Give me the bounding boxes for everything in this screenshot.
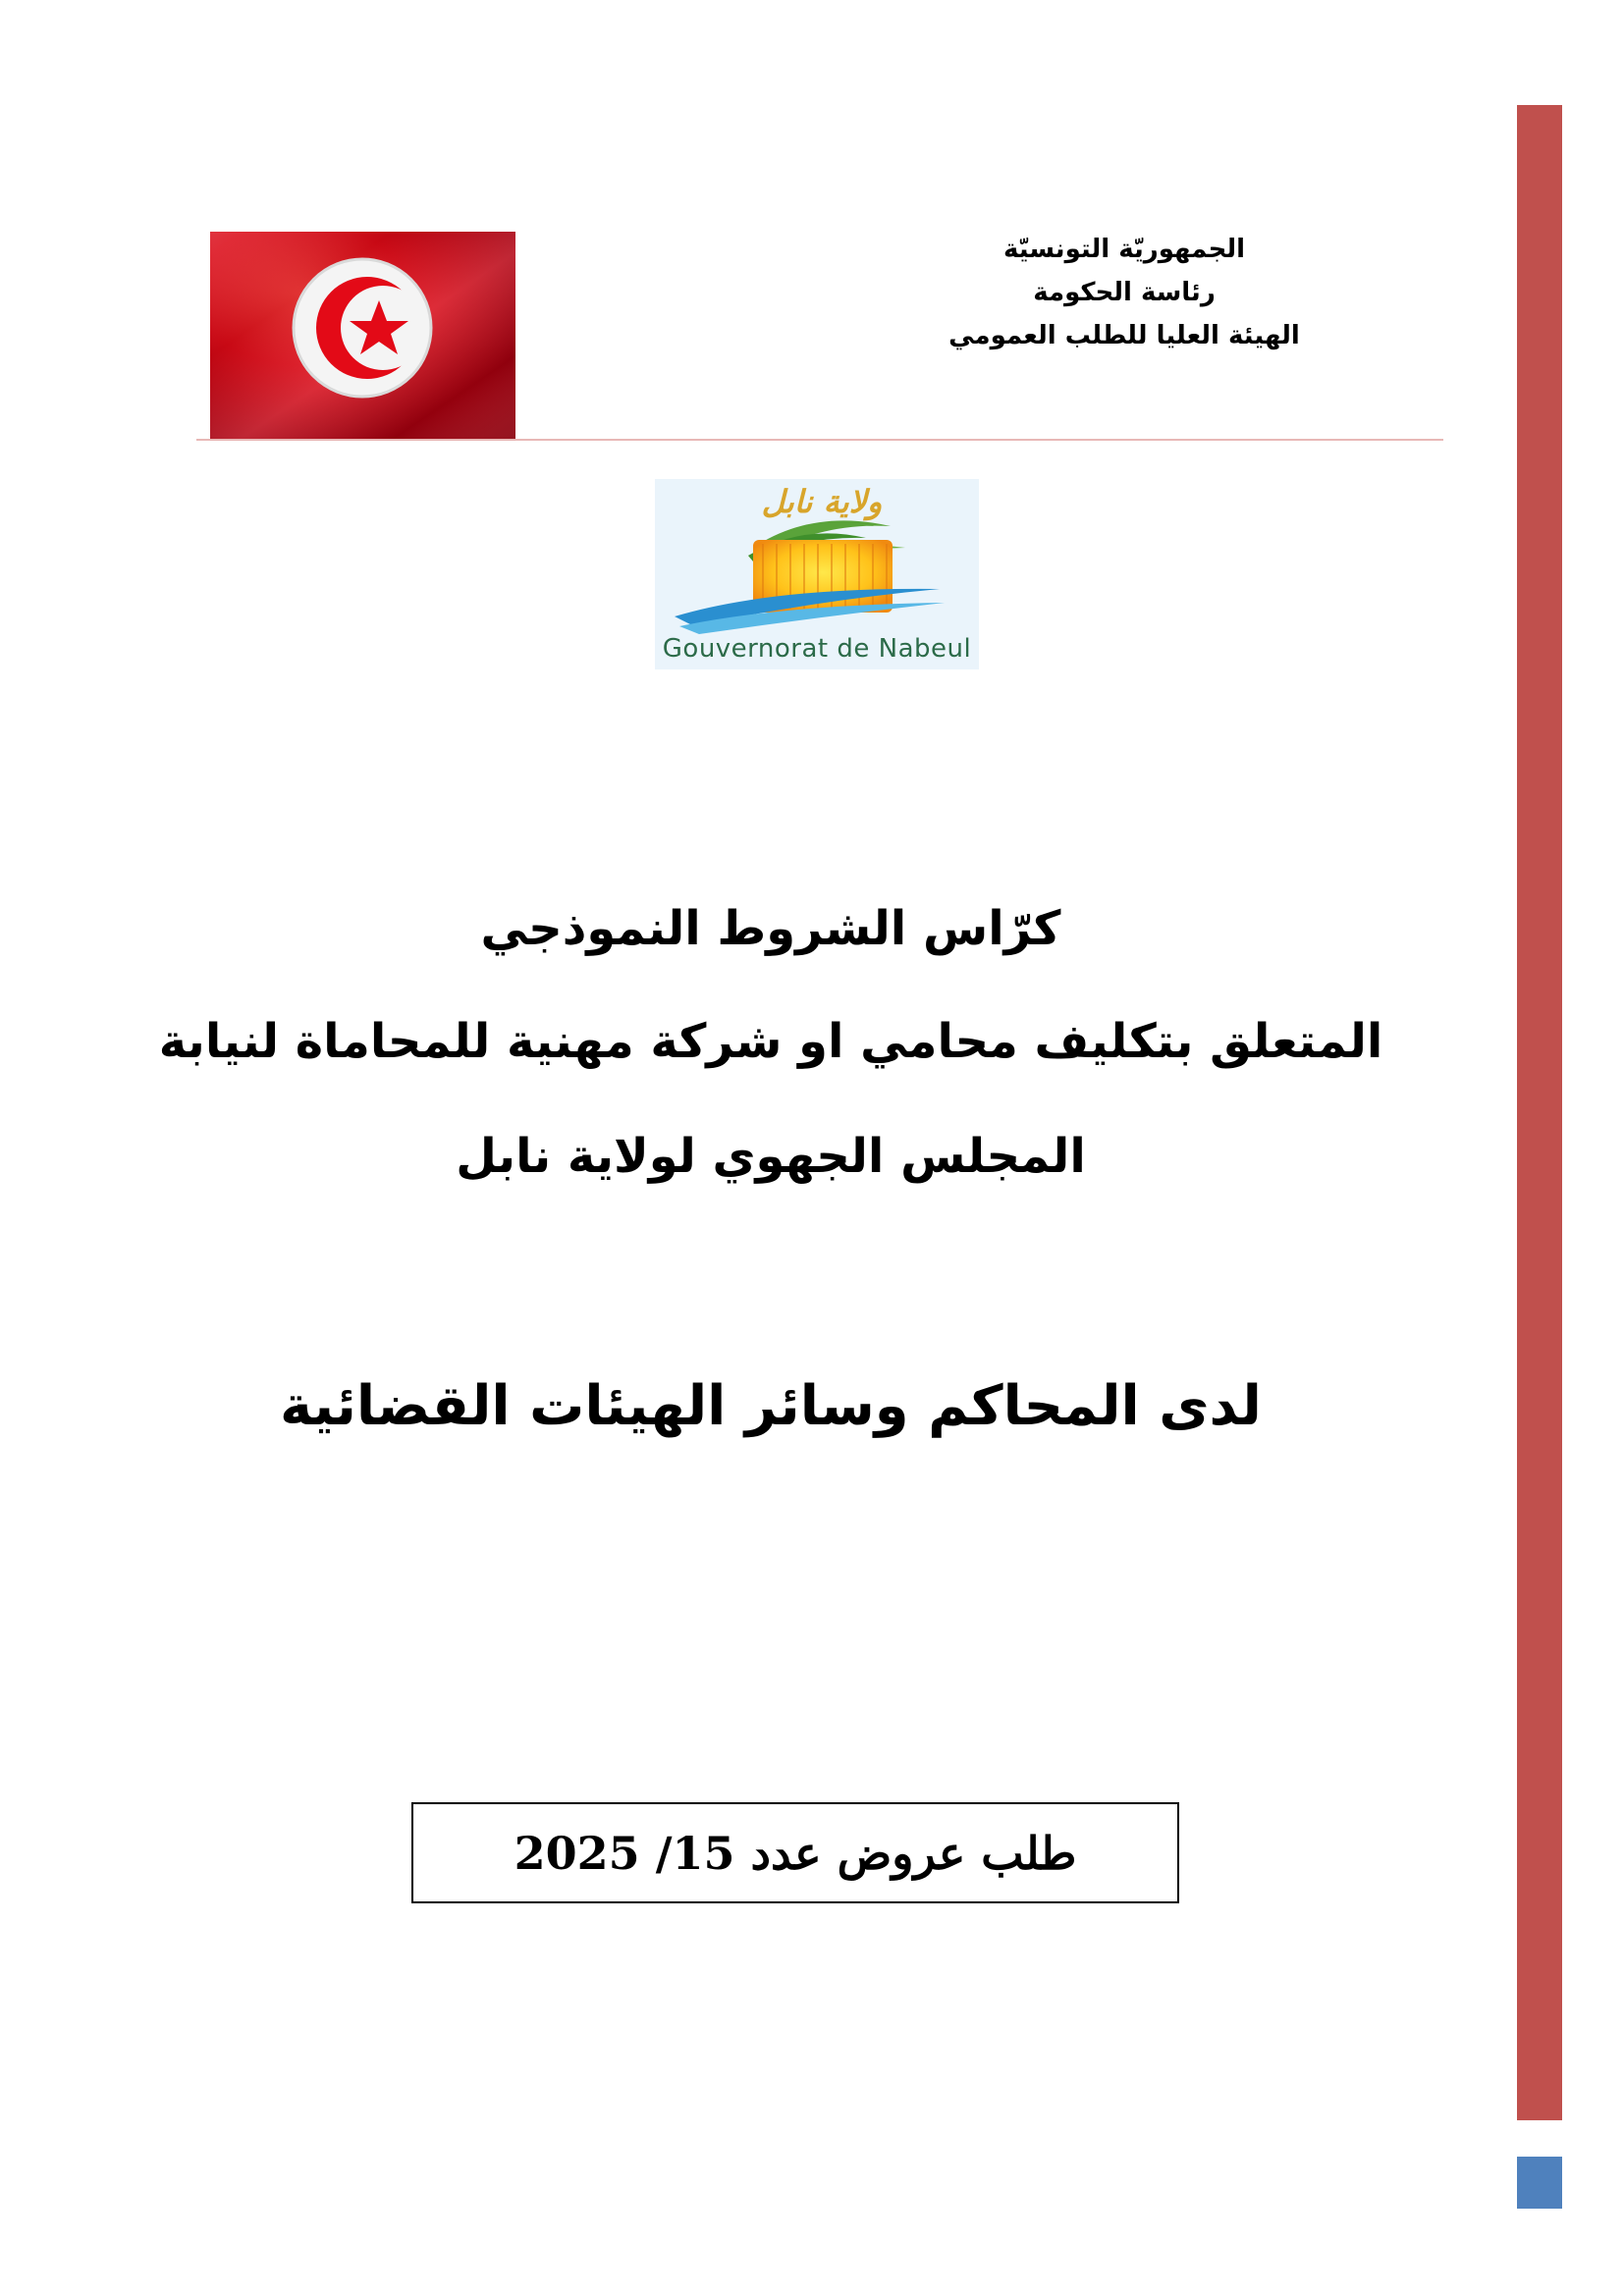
tunisia-flag-icon — [210, 232, 515, 439]
header-presidency: رئاسة الحكومة — [1033, 278, 1216, 307]
document-title-line-1: كرّاس الشروط النموذجي — [480, 901, 1061, 956]
header-authority: الهيئة العليا للطلب العمومي — [948, 321, 1300, 350]
header-block — [943, 228, 1306, 357]
nabeul-governorate-logo — [655, 479, 979, 669]
tender-number-box — [411, 1802, 1179, 1903]
tender-number-label: طلب عروض عدد 15/ 2025 — [514, 1826, 1077, 1880]
logo-caption: Gouvernorat de Nabeul — [662, 634, 972, 664]
side-decoration-bar — [1517, 105, 1562, 2120]
header-divider — [196, 439, 1443, 441]
document-title-line-2: المتعلق بتكليف محامي او شركة مهنية للمحاماة لنيابة — [158, 1014, 1383, 1069]
logo-arabic-text: ولاية نابل — [761, 483, 883, 520]
side-decoration-square — [1517, 2157, 1562, 2209]
document-title-line-3: المجلس الجهوي لولاية نابل — [456, 1129, 1086, 1184]
document-subtitle: لدى المحاكم وسائر الهيئات القضائية — [280, 1374, 1262, 1438]
header-country: الجمهوريّة التونسيّة — [1002, 235, 1246, 264]
